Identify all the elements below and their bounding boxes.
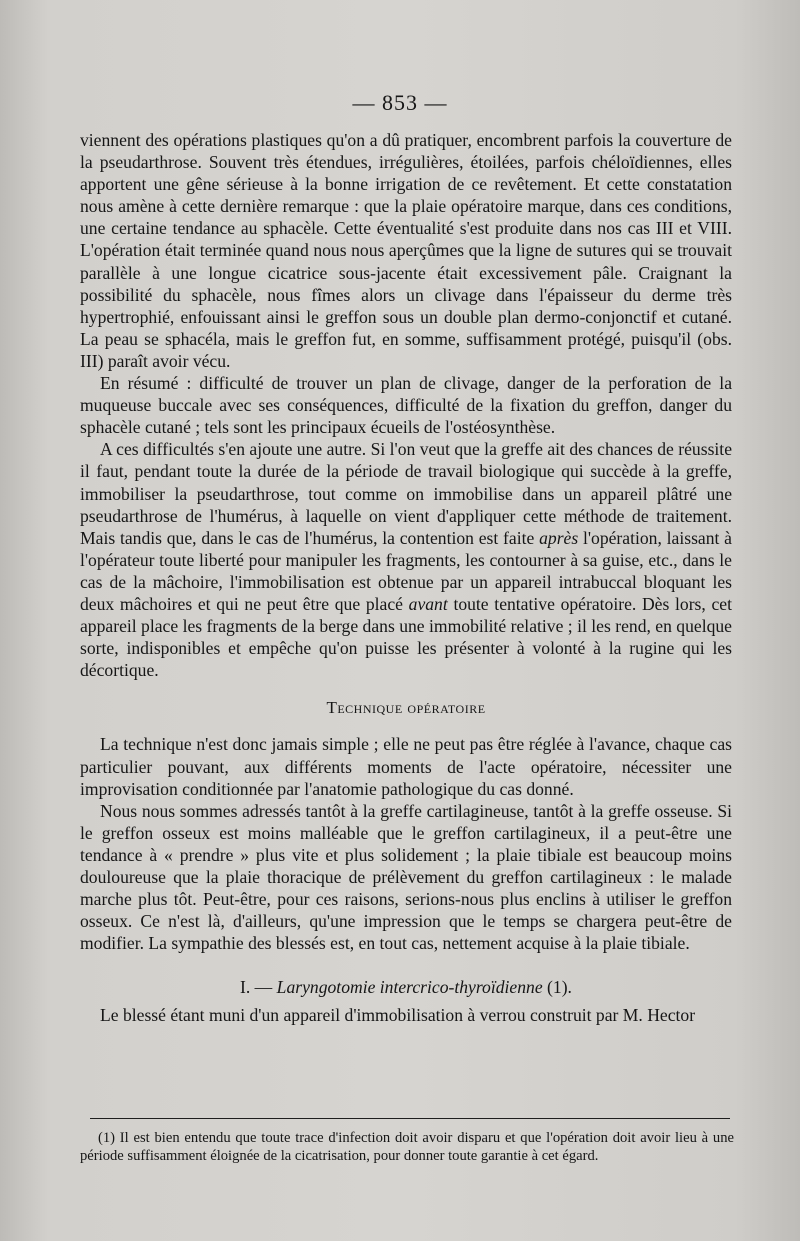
footnote-rule	[90, 1118, 730, 1119]
subsection-heading	[80, 976, 732, 998]
text-span: toute tentative opératoire. Dès lors, cet appareil place les fragments de la berge dans une immobilité relative ; il les rend, en quelque sorte, indisponibles et empêche qu'on puisse les présenter à volonté à la rugine qui les décortique.	[80, 593, 732, 681]
page-number: — 853 —	[352, 90, 448, 115]
paragraph-summary: En résumé : difficulté de trouver un plan de clivage, danger de la perforation de la muqueuse buccale avec ses conséquences, difficulté de la fixation du greffon, danger du sphacèle cutané ; tels sont les principaux écueils de l'ostéosynthèse.	[80, 373, 732, 438]
paragraph-last: Le blessé étant muni d'un appareil d'immobilisation à verrou construit par M. Hector	[100, 1005, 696, 1026]
section-heading: Technique opératoire	[326, 698, 486, 718]
footnote	[80, 1130, 734, 1165]
paragraph-greffe: Nous nous sommes adressés tantôt à la greffe cartilagineuse, tantôt à la greffe osseuse. Si le greffon osseux est moins malléable que le greffon cartilagineux, il a peut-être une tendance à « prendre » plus vite et plus solidement ; la plaie tibiale est beaucoup moins douloureuse que la plaie thoracique de prélèvement du greffon cartilagineux : le malade marche plus tôt. Peut-être, pour ces raisons, serions-nous plus enclins à utiliser le greffon osseux. Ce n'est là, d'ailleurs, qu'une impression que le temps se chargera peut-être de modifier. La sympathie des blessés est, en tout cas, nettement acquise à la plaie tibiale.	[80, 800, 732, 954]
paragraph-immobilisation	[80, 438, 732, 681]
footnote-text: (1) Il est bien entendu que toute trace d'infection doit avoir disparu et que l'opération doit avoir lieu à une période suffisamment éloignée de la cicatrisation, pour donner toute garantie à cet égard.	[80, 1130, 734, 1164]
subsection-number: I. —	[240, 977, 273, 998]
footnote-ref: (1).	[547, 977, 572, 998]
emphasis-after: après	[539, 527, 579, 548]
main-text	[80, 129, 732, 1027]
emphasis-before: avant	[408, 593, 448, 614]
subsection-title: Laryngotomie intercrico-thyroïdienne	[276, 977, 543, 998]
text-span: l'opération, laissant à l'opérateur toute liberté pour manipuler les fragments, les contourner à sa guise, etc., dans le cas de la mâchoire, l'immobilisation est obtenue par un appareil intrabuccal bloquant les deux mâchoires et qui ne peut être que placé	[80, 527, 732, 614]
paragraph-technique: La technique n'est donc jamais simple ; elle ne peut pas être réglée à l'avance, chaque cas particulier pouvant, aux différents moments de l'acte opératoire, nécessiter une improvisation conditionnée par l'anatomie pathologique du cas donné.	[80, 734, 732, 799]
text-span: A ces difficultés s'en ajoute une autre. Si l'on veut que la greffe ait des chances de réussite il faut, pendant toute la durée de la période de travail biologique qui succède à la greffe, immobiliser la pseudarthrose, tout comme on immobilise dans un appareil plâtré une pseudarthrose de l'humérus, à laquelle on vient d'appliquer cette méthode de traitement. Mais tandis que, dans le cas de l'humérus, la contention est faite	[80, 439, 733, 548]
paragraph-continuation: viennent des opérations plastiques qu'on a dû pratiquer, encombrent parfois la couverture de la pseudarthrose. Souvent très étendues, irrégulières, étoilées, parfois chéloïdiennes, elles apportent une gêne sérieuse à la bonne irrigation de ce revêtement. Et cette constatation nous amène à cette dernière remarque : que la plaie opératoire marque, dans ces conditions, une certaine tendance au sphacèle. Cette éventualité s'est produite dans nos cas III et VIII. L'opération était terminée quand nous nous aperçûmes que la ligne de sutures qui se trouvait parallèle à une longue cicatrice sous-jacente était excessivement pâle. Craignant la possibilité du sphacèle, nous fîmes alors un clivage dans l'épaisseur du derme très hypertrophié, enfouissant ainsi le greffon sous un double plan dermo-conjonctif et cutané. La peau se sphacéla, mais le greffon fut, en somme, suffisamment protégé, puisqu'il (obs. III) paraît avoir vécu.	[80, 130, 732, 371]
